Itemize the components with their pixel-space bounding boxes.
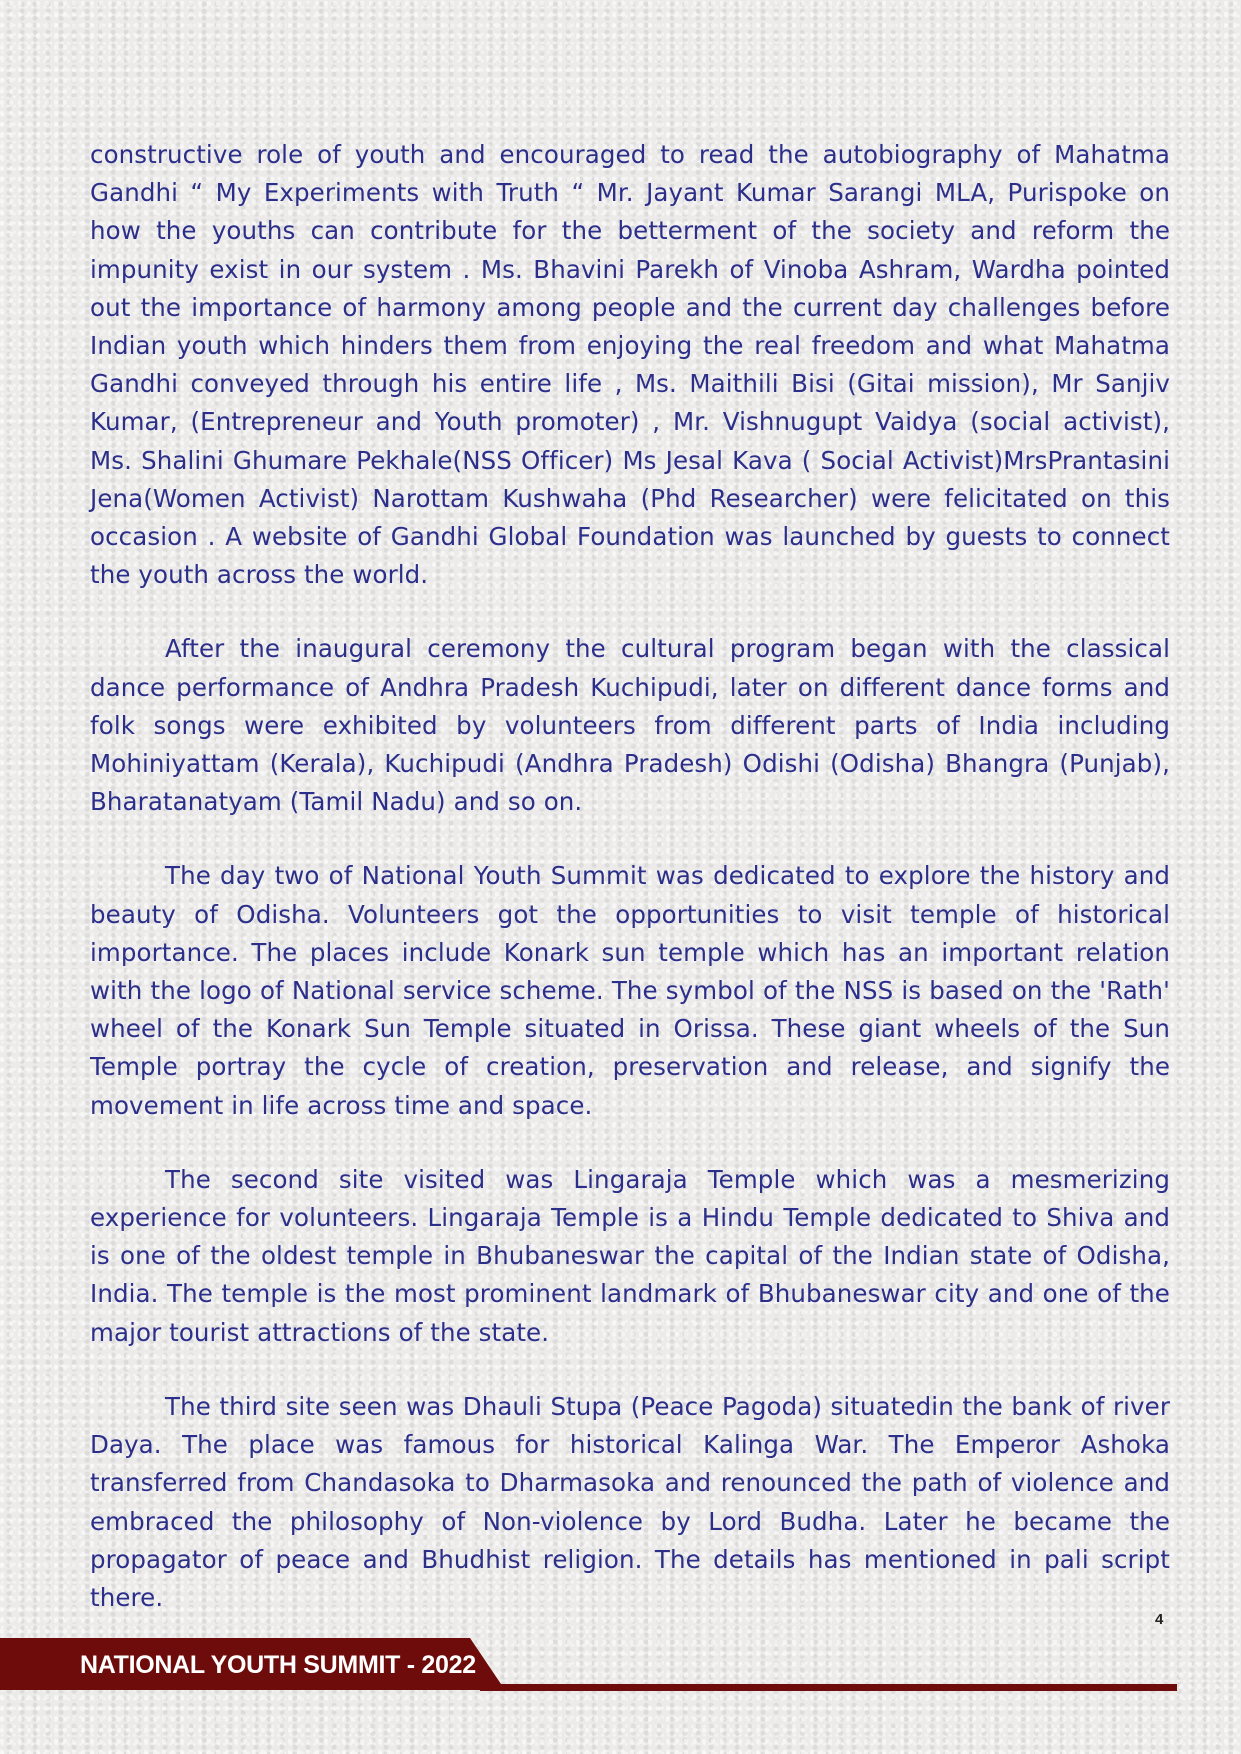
footer-rule — [480, 1684, 1177, 1691]
page-footer — [0, 1638, 1241, 1698]
paragraph-dhauli-stupa: The third site seen was Dhauli Stupa (Peace Pagoda) situatedin the bank of river Daya. The place was famous for historical Kalinga War. The Emperor Ashoka transferred from Chandasoka to Dharmasoka and renounced the path of violence and embraced the philosophy of Non-violence by Lord Budha. Later he became the propagator of peace and Bhudhist religion. The details has mentioned in pali script there. — [90, 1391, 1170, 1612]
paragraph-lingaraja-temple: The second site visited was Lingaraja Temple which was a mesmerizing experience for volunteers. Lingaraja Temple is a Hindu Temple dedicated to Shiva and is one of the oldest temple in Bhubaneswar the capital of the Indian state of Odisha, India. The temple is the most prominent landmark of Bhubaneswar city and one of the major tourist attractions of the state. — [90, 1164, 1170, 1347]
paragraph-guests: constructive role of youth and encouraged to read the autobiography of Mahatma Gandhi “ My Experiments with Truth “ Mr. Jayant Kumar Sarangi MLA, Purispoke on how the youths can contribute for the betterment of the society and reform the impunity exist in our system . Ms. Bhavini Parekh of Vinoba Ashram, Wardha pointed out the importance of harmony among people and the current day challenges before Indian youth which hinders them from enjoying the real freedom and what Mahatma Gandhi conveyed through his entire life , Ms. Maithili Bisi (Gitai mission), Mr Sanjiv Kumar, (Entrepreneur and Youth promoter) , Mr. Vishnugupt Vaidya (social activist), Ms. Shalini Ghumare Pekhale(NSS Officer) Ms Jesal Kava ( Social Activist)MrsPrantasini Jena(Women Activist) Narottam Kushwaha (Phd Researcher) were felicitated on this occasion . A website of Gandhi Global Foundation was launched by guests to connect the youth across the world. — [90, 140, 1170, 590]
page-number: 4 — [1155, 1611, 1164, 1628]
paragraph-cultural-program: After the inaugural ceremony the cultural program began with the classical dance performance of Andhra Pradesh Kuchipudi, later on different dance forms and folk songs were exhibited by volunteers from different parts of India including Mohiniyattam (Kerala), Kuchipudi (Andhra Pradesh) Odishi (Odisha) Bhangra (Punjab), Bharatanatyam (Tamil Nadu) and so on. — [90, 634, 1170, 817]
article-body — [90, 136, 1170, 1653]
paragraph-day-two-konark: The day two of National Youth Summit was dedicated to explore the history and beauty of Odisha. Volunteers got the opportunities to visit temple of historical importance. The places include Konark sun temple which has an important relation with the logo of National service scheme. The symbol of the NSS is based on the 'Rath' wheel of the Konark Sun Temple situated in Orissa. These giant wheels of the Sun Temple portray the cycle of creation, preservation and release, and signify the movement in life across time and space. — [90, 861, 1170, 1120]
footer-title: NATIONAL YOUTH SUMMIT - 2022 — [80, 1651, 476, 1679]
